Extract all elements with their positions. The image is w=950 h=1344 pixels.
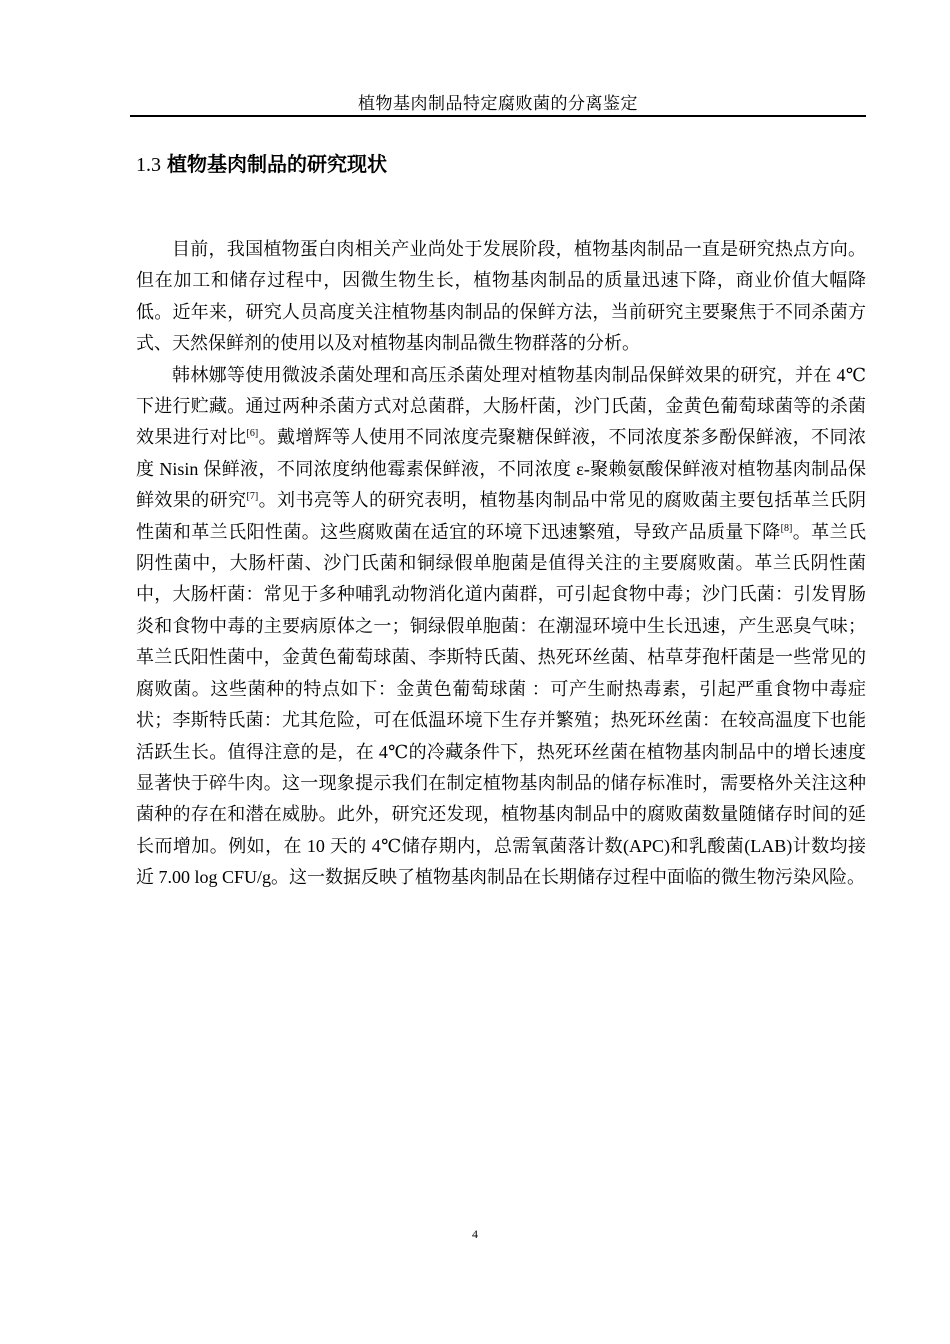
paragraph-research: [136, 360, 866, 894]
section-heading: [136, 150, 387, 179]
header-rule: [130, 115, 866, 117]
citation-8: [8]: [780, 522, 793, 534]
section-number: 1.3: [136, 154, 161, 176]
page-number: 4: [472, 1227, 478, 1241]
citation-6: [6]: [246, 428, 259, 440]
paragraph-text: 韩林娜等使用微波杀菌处理和高压杀菌处理对植物基肉制品保鲜效果的研究，并在 4℃下进行贮藏。通过两种杀菌方式对总菌群，大肠杆菌，沙门氏菌，金黄色葡萄球菌等的杀菌效果进行对比: [136, 364, 866, 448]
running-header: 植物基肉制品特定腐败菌的分离鉴定: [358, 94, 638, 113]
section-title: 植物基肉制品的研究现状: [167, 152, 387, 176]
paragraph-text: 。革兰氏阴性菌中，大肠杆菌、沙门氏菌和铜绿假单胞菌是值得关注的主要腐败菌。革兰氏阴性菌中，大肠杆菌：常见于多种哺乳动物消化道内菌群，可引起食物中毒；沙门氏菌：引发胃肠炎和食物中毒的主要病原体之一；铜绿假单胞菌：在潮湿环境中生长迅速，产生恶臭气味；革兰氏阳性菌中，金黄色葡萄球菌、李斯特氏菌、热死环丝菌、枯草芽孢杆菌是一些常见的腐败菌。这些菌种的特点如下：金黄色葡萄球菌 ：可产生耐热毒素，引起严重食物中毒症状；李斯特氏菌：尤其危险，可在低温环境下生存并繁殖；热死环丝菌：在较高温度下也能活跃生长。值得注意的是，在 4℃的冷藏条件下，热死环丝菌在植物基肉制品中的增长速度显著快于碎牛肉。这一现象提示我们在制定植物基肉制品的储存标准时，需要格外关注这种菌种的存在和潜在威胁。此外，研究还发现，植物基肉制品中的腐败菌数量随储存时间的延长而增加。例如，在 10 天的 4℃储存期内，总需氧菌落计数(APC)和乳酸菌(LAB)计数均接近 7.00 log CFU/g。这一数据反映了植物基肉制品在长期储存过程中面临的微生物污染风险。: [136, 521, 867, 888]
paragraph-text: 。戴增辉等人使用不同浓度壳聚糖保鲜液，不同浓度茶多酚保鲜液，不同浓度 Nisin 保鲜液，不同浓度纳他霉素保鲜液，不同浓度 ε-聚赖氨酸保鲜液对植物基肉制品保鲜效果的研究: [136, 427, 867, 511]
paragraph-text: 。刘书亮等人的研究表明，植物基肉制品中常见的腐败菌主要包括革兰氏阴性菌和革兰氏阳性菌。这些腐败菌在适宜的环境下迅速繁殖，导致产品质量下降: [136, 490, 867, 542]
body-text: [136, 234, 866, 894]
citation-7: [7]: [246, 491, 259, 503]
paragraph-intro: 目前，我国植物蛋白肉相关产业尚处于发展阶段，植物基肉制品一直是研究热点方向。但在加工和储存过程中，因微生物生长，植物基肉制品的质量迅速下降，商业价值大幅降低。近年来，研究人员高度关注植物基肉制品的保鲜方法，当前研究主要聚焦于不同杀菌方式、天然保鲜剂的使用以及对植物基肉制品微生物群落的分析。: [136, 239, 866, 354]
